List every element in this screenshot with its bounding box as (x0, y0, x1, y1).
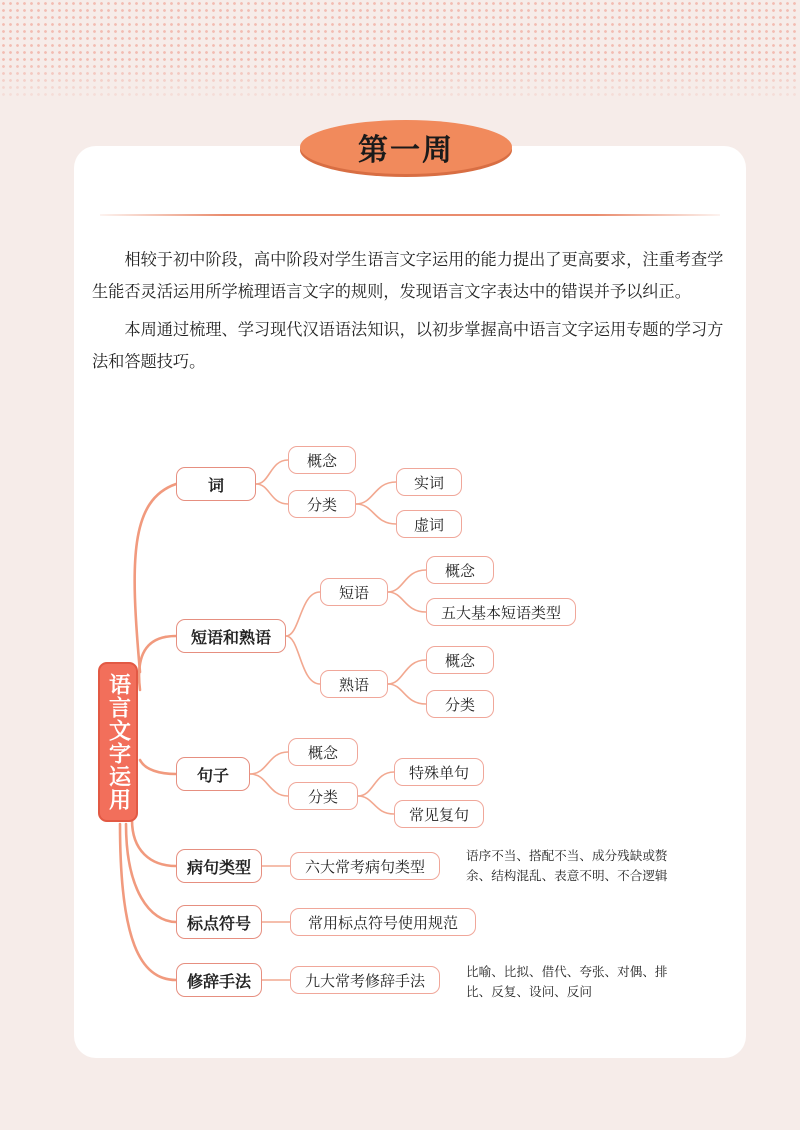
mindmap-root: 语言文字运用 (98, 662, 138, 822)
intro-paragraph-1: 相较于初中阶段，高中阶段对学生语言文字运用的能力提出了更高要求，注重考查学生能否灵活运用所学梳理语言文字的规则，发现语言文字表达中的错误并予以纠正。 (92, 250, 724, 301)
node-phrases-idioms: 短语和熟语 (176, 619, 286, 653)
node-phrase-types: 五大基本短语类型 (426, 598, 576, 626)
faulty-types-list (466, 846, 726, 886)
node-sentence-concept: 概念 (288, 738, 358, 766)
week-title-badge: 第一周 (300, 120, 512, 174)
node-sentences: 句子 (176, 757, 250, 791)
node-six-faulty-types: 六大常考病句类型 (290, 852, 440, 880)
node-common-compound-sentence: 常见复句 (394, 800, 484, 828)
node-punctuation-rules: 常用标点符号使用规范 (290, 908, 476, 936)
node-phrase: 短语 (320, 578, 388, 606)
node-words: 词 (176, 467, 256, 501)
node-words-concept: 概念 (288, 446, 356, 474)
faulty-types-line-1: 语序不当、搭配不当、成分残缺或赘 (466, 848, 668, 863)
intro-paragraph-2: 本周通过梳理、学习现代汉语语法知识，以初步掌握高中语言文字运用专题的学习方法和答题技巧。 (92, 320, 724, 371)
node-idiom-concept: 概念 (426, 646, 494, 674)
node-idiom: 熟语 (320, 670, 388, 698)
rhetoric-line-2: 比、反复、设问、反问 (466, 984, 592, 999)
node-special-simple-sentence: 特殊单句 (394, 758, 484, 786)
node-punctuation: 标点符号 (176, 905, 262, 939)
rhetoric-line-1: 比喻、比拟、借代、夸张、对偶、排 (466, 964, 668, 979)
node-idiom-category: 分类 (426, 690, 494, 718)
node-phrase-concept: 概念 (426, 556, 494, 584)
node-sentence-category: 分类 (288, 782, 358, 810)
faulty-types-line-2: 余、结构混乱、表意不明、不合逻辑 (466, 868, 668, 883)
rhetoric-devices-list (466, 962, 726, 1002)
node-content-word: 实词 (396, 468, 462, 496)
node-function-word: 虚词 (396, 510, 462, 538)
node-faulty-sentence-types: 病句类型 (176, 849, 262, 883)
node-words-category: 分类 (288, 490, 356, 518)
node-nine-rhetoric-devices: 九大常考修辞手法 (290, 966, 440, 994)
node-rhetoric: 修辞手法 (176, 963, 262, 997)
